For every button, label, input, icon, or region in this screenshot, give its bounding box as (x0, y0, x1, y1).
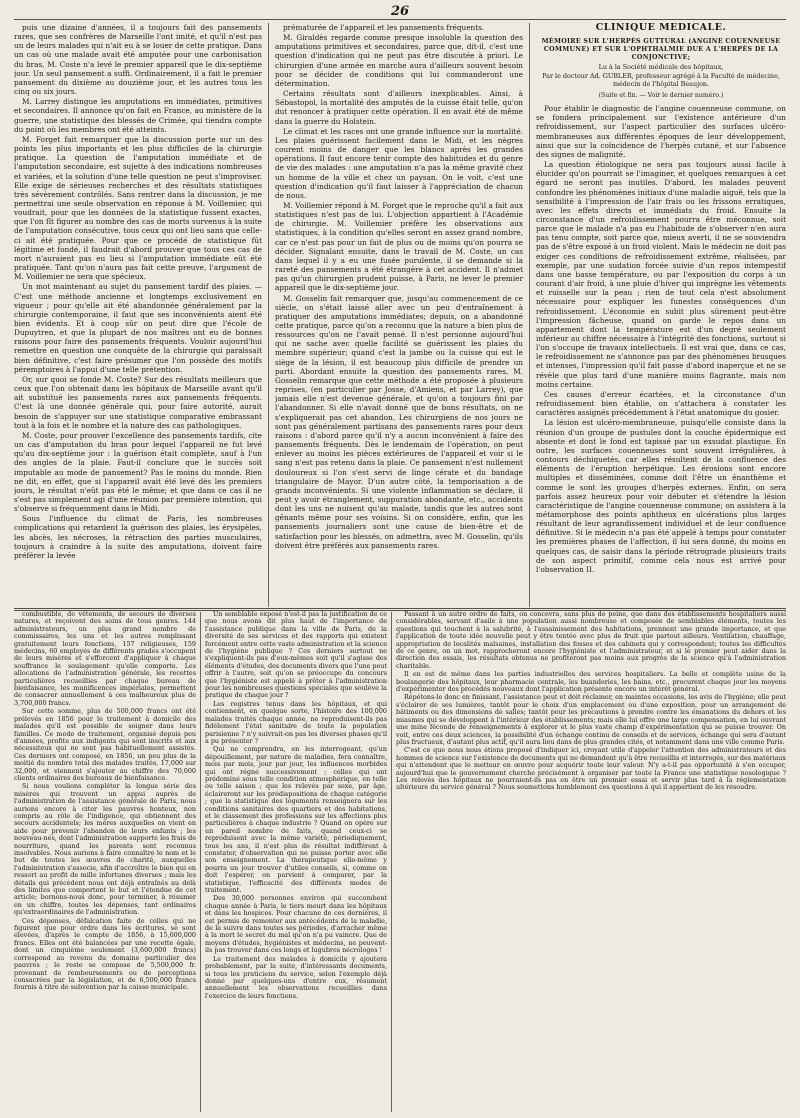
paragraph: Qui ne comprendra, en les interrogeant, qu'un dépouillement, par nature de maladies, fera connaître, mois par mois, jour par jour, les influences morbides qui ont régné successivement ; celles qui ont prédominé sous telle condition atmosphérique, en telle ou telle saison ; que les relevés par sexe, par âge, éclaireront sur les prédispositions de chaque catégorie ; que la statistique des logements renseignera sur les conditions sanitaires des quartiers et des habitations, et le classement des professions sur les affections plus particulières à chaque industrie ? Quand on opère sur un pareil nombre de faits, quand ceux-ci se reproduisent avec la même variété, périodiquement, tous les ans, il n'est plus de résultat indifférent à constater, d'observation qui ne puisse porter avec elle son enseignement. La thérapeutique elle-même y pourra un jour trouver d'utiles conseils, si, comme on doit l'espérer, on parvient à comparer, par la statistique, l'efficacité des différents modes de traitement. (205, 745, 387, 895)
top-column-2 (275, 23, 523, 607)
paragraph: M. Gosselin fait remarquer que, jusqu'au commencement de ce siècle, on s'était laissé aller avec un peu d'entraînement à pratiquer des amputations immédiates; depuis, on a abandonné cette pratique, parce qu'on a reconnu que la nature a bien plus de ressources qu'on ne l'avait pensé. Il n'est personne aujourd'hui qui ne sache avec quelle facilité se guérissent les plaies du membre supérieur; quand c'est la jambe ou la cuisse qui est le siège de la lésion, il est beaucoup plus difficile de prendre un parti. Abordant ensuite la question des pansements rares, M. Gosselin remarque que cette méthode a été proposée à plusieurs reprises, (en particulier par Josse, d'Amiens, et par Larrey), que jamais elle n'est devenue générale, et qu'on a toujours fini par l'abandonner. Si elle n'avait donné que de bons résultats, on ne s'expliquerait pas cet abandon. Les chirurgiens de nos jours ne sont pas généralement partisans des pansements rares pour deux raisons : d'abord parce qu'il n'y a aucun inconvénient à faire des pansements fréquents. Dès le lendemain de l'opération, on peut enlever au moins les pièces extérieures de l'appareil et voir si le sang n'est pas retenu dans la plaie. Ce pansement n'est nullement douloureux si l'on s'est servi de linge cérate et du bandage triangulaire de Mayor. D'un autre côté, la temporisation a de grands inconvénients. Si une violente inflammation se déclare, il peut y avoir étranglement, suppuration abondante, etc., accidents dont les uns ne nuisent qu'au malade, tandis que les autres sont gênants même pour ses voisins. Si on considère, enfin, que les pansements journaliers sont une cause de bien-être et de satisfaction pour les blessés, on admettra, avec M. Gosselin, qu'ils doivent être préférés aux pansements rares. (275, 293, 523, 550)
paragraph: Pour établir le diagnostic de l'angine couenneuse commune, on se fondera principalement sur l'existence antérieure d'un refroidissement, sur l'aspect particulier des surfaces ulcéro-membraneuses aux différentes époques de leur développement, ainsi que sur la coïncidence de l'herpès cutané, et sur l'absence des signes de malignité. (536, 104, 786, 159)
paragraph: Ces dépenses, défalcation faite de celles qui ne figurent que pour ordre dans les écritures, se sont élevées, d'après le compte de 1856, à 15,600,000 francs. Elles ont été balancées par une recette égale, dont un cinquième seulement (3,600,000 francs) correspond au revenu du domaine particulier des pauvres ; le reste se compose de 5,500,000 fr. provenant de remboursements ou de perceptions consacrées par la législation, et de 6,500,000 francs fournis à titre de subvention par la caisse municipale. (14, 916, 196, 992)
column-rule (268, 23, 269, 607)
paragraph: Il en est de même dans les parties industrielles des services hospitaliers. La belle et complète usine de la boulangerie des hôpitaux, leur pharmacie centrale, les buanderies, les bains, etc., procurent chaque jour les moyens d'expérimenter des procédés nouveaux dont l'application présente encore un intérêt général. (396, 670, 786, 694)
feuilleton-rule (14, 608, 786, 609)
paragraph: Des 30,000 personnes environ qui succombent chaque année à Paris, le tiers meurt dans les hôpitaux et dans les hospices. Pour chacune de ces dernières, il est permis de remonter aux antécédents de la maladie, de la suivre dans toutes ses périodes, d'arracher même à la mort le secret du mal qu'on n'a pu vaincre. Que de moyens d'études, hygiénistes et médecins, ne peuvent-ils pas trouver dans ces longs et lugubres nécrologes ! (205, 894, 387, 955)
paragraph: Si nous voulions compléter la longue série des misères qui trouvent un appui auprès de l'administration de l'assistance générale de Paris, nous aurions encore à citer les pauvres honteux, non compris au rôle de l'indigence, qui obtiennent des secours accidentels; les mères auxquelles on vient en aide pour prévenir l'abandon de leurs enfants ; les nouveau-nés, dont l'administration supporte les frais de nourriture, quand les parents sont reconnus insolvables. Nous aurions à faire connaître le nom et le but de toutes les œuvres de charité, auxquelles l'administration s'associe, afin d'accroître le bien qui en ressort au profit de mille infortunes diverses ; mais les détails qui précèdent nous ont déjà entraînés au delà des limites que comportent le but et l'étendue de cet article; bornons-nous donc, pour terminer, à résumer en un chiffre, toutes les dépenses, tant ordinaires qu'extraordinaires de l'administration. (14, 782, 196, 917)
paragraph: Le climat et les races ont une grande influence sur la mortalité. Les plaies guérissent facilement dans le Midi, et les nègres courent moins de danger que les blancs après les grandes opérations. Il faut encore tenir compte des habitudes et du genre de vie des malades : une amputation n'a pas la même gravité chez un homme de la ville et chez un paysan. On le voit, c'est une question d'indication qu'il faut laisser à l'appréciation de chacun de nous. (275, 126, 523, 200)
article-society: Lu à la Société médicale des hôpitaux, (598, 62, 724, 71)
top-column-1 (14, 23, 262, 607)
paragraph: Le traitement des malades à domicile y ajoutera probablement, par la suite, d'intéressants documents, si tous les praticiens du service, selon l'exemple déjà donné par quelques-uns d'entre eux, résument annuellement les observations recueillies dans l'exercice de leurs fonctions. (205, 954, 387, 1000)
article-title: MÉMOIRE SUR L'HERPÈS GUTTURAL (ANGINE COUENNEUSE COMMUNE) ET SUR L'OPHTHALMIE DUE A L'HERPÈS DE LA CONJONCTIVE; (541, 38, 781, 61)
header-rule (14, 19, 786, 20)
bottom-column-3 (396, 611, 786, 1114)
paragraph: Sur cette somme, plus de 500,000 francs ont été prélevés en 1856 pour le traitement à domicile des malades qu'il est possible de soigner dans leurs familles. Ce mode de traitement, organisé depuis peu d'années, profite aux indigents qui sont inscrits et aux nécessiteux qui ne sont pas habituellement assistés. Ces derniers ont composé, en 1856, un peu plus de la moitié du nombre total des malades traités, 17,000 sur 32,000, et viennent s'ajouter au chiffre des 70,000 clients ordinaires des bureaux de bienfaisance. (14, 707, 196, 782)
paragraph: C'est ce que nous nous étions proposé d'indiquer ici, croyant utile d'appeler l'attention des administrateurs et des hommes de science sur l'existence de documents qui ne demandent qu'à être recueillis et interrogés, sur des matériaux qui n'attendent que le metteur en œuvre pour acquérir toute leur valeur. N'y a-t-il pas opportunité à s'en occuper, aujourd'hui que le gouvernement cherche précisément à organiser par toute la France une statistique nosologique ? Les relevés des hôpitaux ne pourraient-ils pas en être un premier essai et servir plus tard à la réglementation ultérieure du service général ? Nous soumettons humblement ces questions à qui il appartient de les résoudre. (396, 746, 786, 792)
section-heading: CLINIQUE MÉDICALE. (595, 23, 727, 33)
paragraph: Un semblable exposé n'est-il pas la justification de ce que nous avons dit plus haut de l'importance de l'assistance publique dans la ville de Paris, de la diversité de ses services et des rapports qui existent forcément entre cette vaste administration et la science de l'hygiène publique ? Ces derniers surtout ne s'expliquent-ils pas d'eux-mêmes soit qu'il s'agisse des éléments d'études, des documents divers que l'une peut offrir à l'autre, soit qu'on se préoccupe du concours que l'hygiéniste est appelé à prêter à l'administration pour les nombreuses questions spéciales que soulève la pratique de chaque jour ? (205, 611, 387, 700)
paragraph: La question étiologique ne sera pas toujours aussi facile à élucider qu'on pourrait se l'imaginer, et quelques remarques à cet égard ne seront pas inutiles. D'abord, les malades peuvent confondre les phénomènes initiaux d'une maladie aiguë, tels que la sensibilité à l'impression de l'air frais ou les frissons erratiques, avec les effets directs et immédiats du froid. Ensuite la circonstance d'un refroidissement pourra être méconnue, soit parce que le malade n'a pas eu l'habitude de s'observer n'en aura pas tenu compte, soit parce que, mieux averti, il ne se souviendra pas de s'être exposé à un froid violent. Mais le médecin ne doit pas exiger ces conditions de refroidissement extrême, réalisées, par exemple, par une sudation forcée suivie d'un repos intempestif dans une basse température, ou par l'exposition du corps à un courant d'air froid, à une pluie d'hiver qui imprègne les vêtements et ruisselle sur la peau ; rien de tout cela n'est absolument nécessaire pour expliquer les funestes conséquences d'un refroidissement. L'économie en subit plus sûrement peut-être l'impression fâcheuse, quand on garde le repos dans un appartement dont la température est d'un degré seulement inférieur au chiffre nécessaire à l'intégrité des fonctions, surtout si l'on s'occupe de travaux intellectuels. Il est vrai que, dans ce cas, le refroidissement ne s'annonce pas par des phénomènes brusques et intenses, l'impression qu'il fait passe d'abord inaperçue et ne se révèle que plus tard d'une manière moins flagrante, mais non moins certaine. (536, 160, 786, 389)
paragraph: M. Forget fait remarquer que la discussion porte sur un des points les plus importants et les plus difficiles de la chirurgie pratique. La question de l'amputation immédiate et de l'amputation secondaire, est sujette à des indications nombreuses et variées, et la solution d'une telle question ne peut s'improviser. Elle exige de sérieuses recherches et des résultats statistiques très sévèrement contrôlés. Sans rentrer dans la discussion, je me permettrai une seule observation en réponse à M. Voillemier, qui voudrait, pour que les données de la statistique fussent exactes, que l'on fît figurer au nombre des cas de morts survenus à la suite de l'amputation consécutive, tous ceux qui ont lieu sans que celle-ci ait été pratiquée. Pour que ce procédé de statistique fût légitime et fondé, il faudrait d'abord prouver que tous ces cas de mort n'auraient pas eu lieu si l'amputation immédiate eût été pratiquée. Tant qu'on n'aura pas fait cette preuve, l'argument de M. Voillemier ne sera que spécieux. (14, 134, 262, 282)
paragraph: Ces causes d'erreur écartées, et la circonstance d'un refroidissement bien établie, on s'attachera à constater les caractères assignés précédemment à l'état anatomique du gosier. (536, 389, 786, 418)
top-column-3 (536, 23, 786, 607)
bottom-column-1 (14, 611, 196, 1114)
column-rule (391, 612, 392, 1112)
paragraph: M. Coste, pour prouver l'excellence des pansements tardifs, cite un cas d'amputation du bras pour lequel l'appareil ne fut levé qu'au dix-septième jour : la guérison était complète, sauf à l'un des angles de la plaie. Faut-il conclure que le succès soit imputable au mode de pansement? Pas le moins du monde. Rien ne dit, en effet, que si l'appareil avait été levé dès les premiers jours, le résultat n'eût pas été le même; et que dans ce cas il ne s'est pas simplement agi d'une réunion par première intention, qui s'observe si fréquemment dans le Midi. (14, 430, 262, 514)
column-rule (200, 612, 201, 1112)
paragraph: Passant à un autre ordre de faits, on concevra, sans plus de peine, que dans des établissements hospitaliers aussi considérables, servant d'asile à une population aussi nombreuse et composée de semblables éléments, toutes les questions qui touchent à la salubrité, à l'assainissement des habitations, prennent une grande importance, et que l'application de toute idée nouvelle peut y être tentée avec plus de fruit que partout ailleurs. Ventilation, chauffage, appropriation de localités malsaines, installation des fosses et des cabinets qui y correspondent; toutes les difficultés de ce genre, on un mot, rapprocheront encore l'hygiéniste et l'administrateur, et si le premier peut aider dans la direction des essais, les résultats obtenus ne profiteront pas moins aux progrès de la science qu'à l'administration charitable. (396, 611, 786, 670)
paragraph: Sous l'influence du climat de Paris, les nombreuses complications qui retardent la guérison des plaies, les érysipèles, les abcès, les nécroses, la rétraction des parties musculaires, toujours à craindre à la suite des amputations, doivent faire préférer la levée (14, 514, 262, 560)
paragraph: Les registres tenus dans les hôpitaux, et qui contiennent, en quelque sorte, l'histoire des 100,000 malades traités chaque année, ne reproduisent-ils pas fidèlement l'état sanitaire de toute la population parisienne ? n'y suivrait-on pas les diverses phases qu'il a pu présenter ? (205, 699, 387, 745)
page-number: 26 (390, 4, 410, 19)
paragraph: Un mot maintenant au sujet du pansement tardif des plaies. — C'est une méthode ancienne et longtemps exclusivement en vigueur ; pour qu'elle ait été abandonnée généralement par la chirurgie contemporaine, il faut que ses inconvénients aient été bien évidents. Et à coup sûr on peut dire que l'école de Dupuytren, et que la plupart de nos maîtres ont eu de bonnes raisons pour faire des pansements fréquents. Vouloir aujourd'hui remettre en question une conquête de la chirurgie qui paraissait bien définitive, c'est faire présumer que l'on possède des motifs péremptoires à l'appui d'une telle prétention. (14, 282, 262, 374)
paragraph: M. Larrey distingue les amputations en immédiates, primitives et secondaires. Il annonce qu'on fait en France, au ministère de la guerre, une statistique des blessés de Crimée, qui tiendra compte du point où les membres ont été atteints. (14, 97, 262, 134)
paragraph: La lésion est ulcéro-membraneuse, puisqu'elle consiste dans la réunion d'un groupe de pustules dont la couche épidermique est absente et dont le fond est tapissé par un exsudat plastique. En outre, les surfaces couenneuses sont souvent irrégulières, à contours déchiquetés, car elles résultent de la confluence des éléments de l'éruption herpétique. Les érosions sont encore multiples et disséminées, comme doit l'être un énanthème et comme le sont les groupes d'herpès externes. Enfin, on sera parfois assez heureux pour voir débuter et s'étendre la lésion caractéristique de l'angine couenneuse commune; on assistera à la métamorphose des points aphtheux en ulcérations plus larges résultant de leur agrandissement individuel et de leur confluence définitive. Si le médecin n'a pas été appelé à temps pour constater les premières phases de l'affection, il lui sera donné, du moins en quelques cas, de saisir dans la période rétrograde plusieurs traits de son aspect primitif, comme cela nous est arrivé pour l'observation II. (536, 418, 786, 574)
paragraph: prématurée de l'appareil et les pansements fréquents. (283, 23, 485, 32)
paragraph: combustible, de vêtements, de secours de diverses natures, et reçoivent des soins de tous genres. 144 administrateurs, un plus grand nombre de commissaires, les uns et les autres remplissant gratuitement leurs fonctions, 157 religieuses, 159 médecins, 60 employés de différents grades s'occupent de leurs misères et s'efforcent d'appliquer à chaque souffrance le soulagement qu'elle comporte. Les allocations de l'administration générale, les recettes particulières recueillies par chaque bureau de bienfaisance, les munificences impériales, permettent de consacrer annuellement à ces malheureux plus de 3,700,000 francs. (14, 611, 196, 707)
article-continuation-note: (Suite et fin. — Voir le dernier numéro.) (598, 91, 724, 99)
paragraph: M. Voillemier répond à M. Forget que le reproche qu'il a fait aux statistiques n'est pas de lui. L'objection appartient à l'Académie de chirurgie. M. Voillemier préfère les observations aux statistiques, à la condition qu'elles seront en assez grand nombre, car ce n'est pas pour un fait de plus ou de moins qu'on pourra se décider. Signalant ensuite, dans le travail de M. Coste, un cas dans lequel il y a eu une fusée purulente, il se demande si la rareté des pansements a été étrangère à cet accident. Il n'admet pas qu'un chirurgien prudent puisse, à Paris, ne lever le premier appareil que le dix-septième jour. (275, 200, 523, 293)
paragraph: Certains résultats sont d'ailleurs inexplicables. Ainsi, à Sébastopol, la mortalité des amputés de la cuisse était telle, qu'on dut renoncer à pratiquer cette opération. Il en avait été de même dans la guerre du Holstein. (275, 89, 523, 126)
column-rule (529, 23, 530, 607)
bottom-column-2 (205, 611, 387, 1114)
paragraph: Répétons-le donc en finissant, l'assistance peut et doit réclamer, en maintes occasions, les avis de l'hygiène; elle peut s'éclairer de ses lumières, tantôt pour le choix d'un emplacement ou d'une exposition, pour un arrangement de bâtiments ou des dimensions de salles; tantôt pour les précautions à prendre contre les émanations du dehors et les miasmes qui se développent à l'intérieur des établissements; mais elle lui offre une large compensation, en lui ouvrant une mine féconde de renseignements à explorer et le plus vaste champ d'expérimentation qui se puisse trouver. On voit, entre ces deux sciences, la possibilité d'un échange continu de conseils et de services, échange qui sera d'autant plus fructueux, d'autant plus actif, qu'il aura lieu dans de plus grandes cités, et notamment dans une ville comme Paris. (396, 693, 786, 746)
paragraph: M. Giraldès regarde comme presque insoluble la question des amputations primitives et secondaires, parce que, dit-il, c'est une question d'indication qui ne peut pas être discutée à priori. Le chirurgien d'une armée en marche aura d'ailleurs souvent besoin pour se décider de conditions qui lui commanderont une détermination. (275, 33, 523, 88)
paragraph: puis une dizaine d'années, il a toujours fait des pansements rares, que ses confrères de Marseille l'ont imité, et qu'il n'est pas un de leurs malades qui n'ait eu à se louer de cette pratique. Dans un cas où une malade avait été amputée pour une carbonisation du bras, M. Coste n'a levé le premier appareil que le dix-septième jour. Un seul pansement a suffi. Ordinairement, il a fait le premier pansement du dixième au douzième jour, et les autres tous les cinq ou six jours. (14, 23, 262, 97)
paragraph: Or, sur quoi se fonde M. Coste? Sur des résultats meilleurs que ceux que l'on obtenait dans les hôpitaux de Marseille avant qu'il ait substitué les pansements rares aux pansements fréquents. C'est là une donnée générale qui, pour faire autorité, aurait besoin de s'appuyer sur une statistique comparative embrassant tout à la fois et le nombre et la nature des cas pathologiques. (14, 374, 262, 430)
article-author: Par le docteur Ad. GUBLER, professeur agrégé à la Faculté de médecine, médecin de l'hôpital Beaujon. (542, 72, 780, 89)
